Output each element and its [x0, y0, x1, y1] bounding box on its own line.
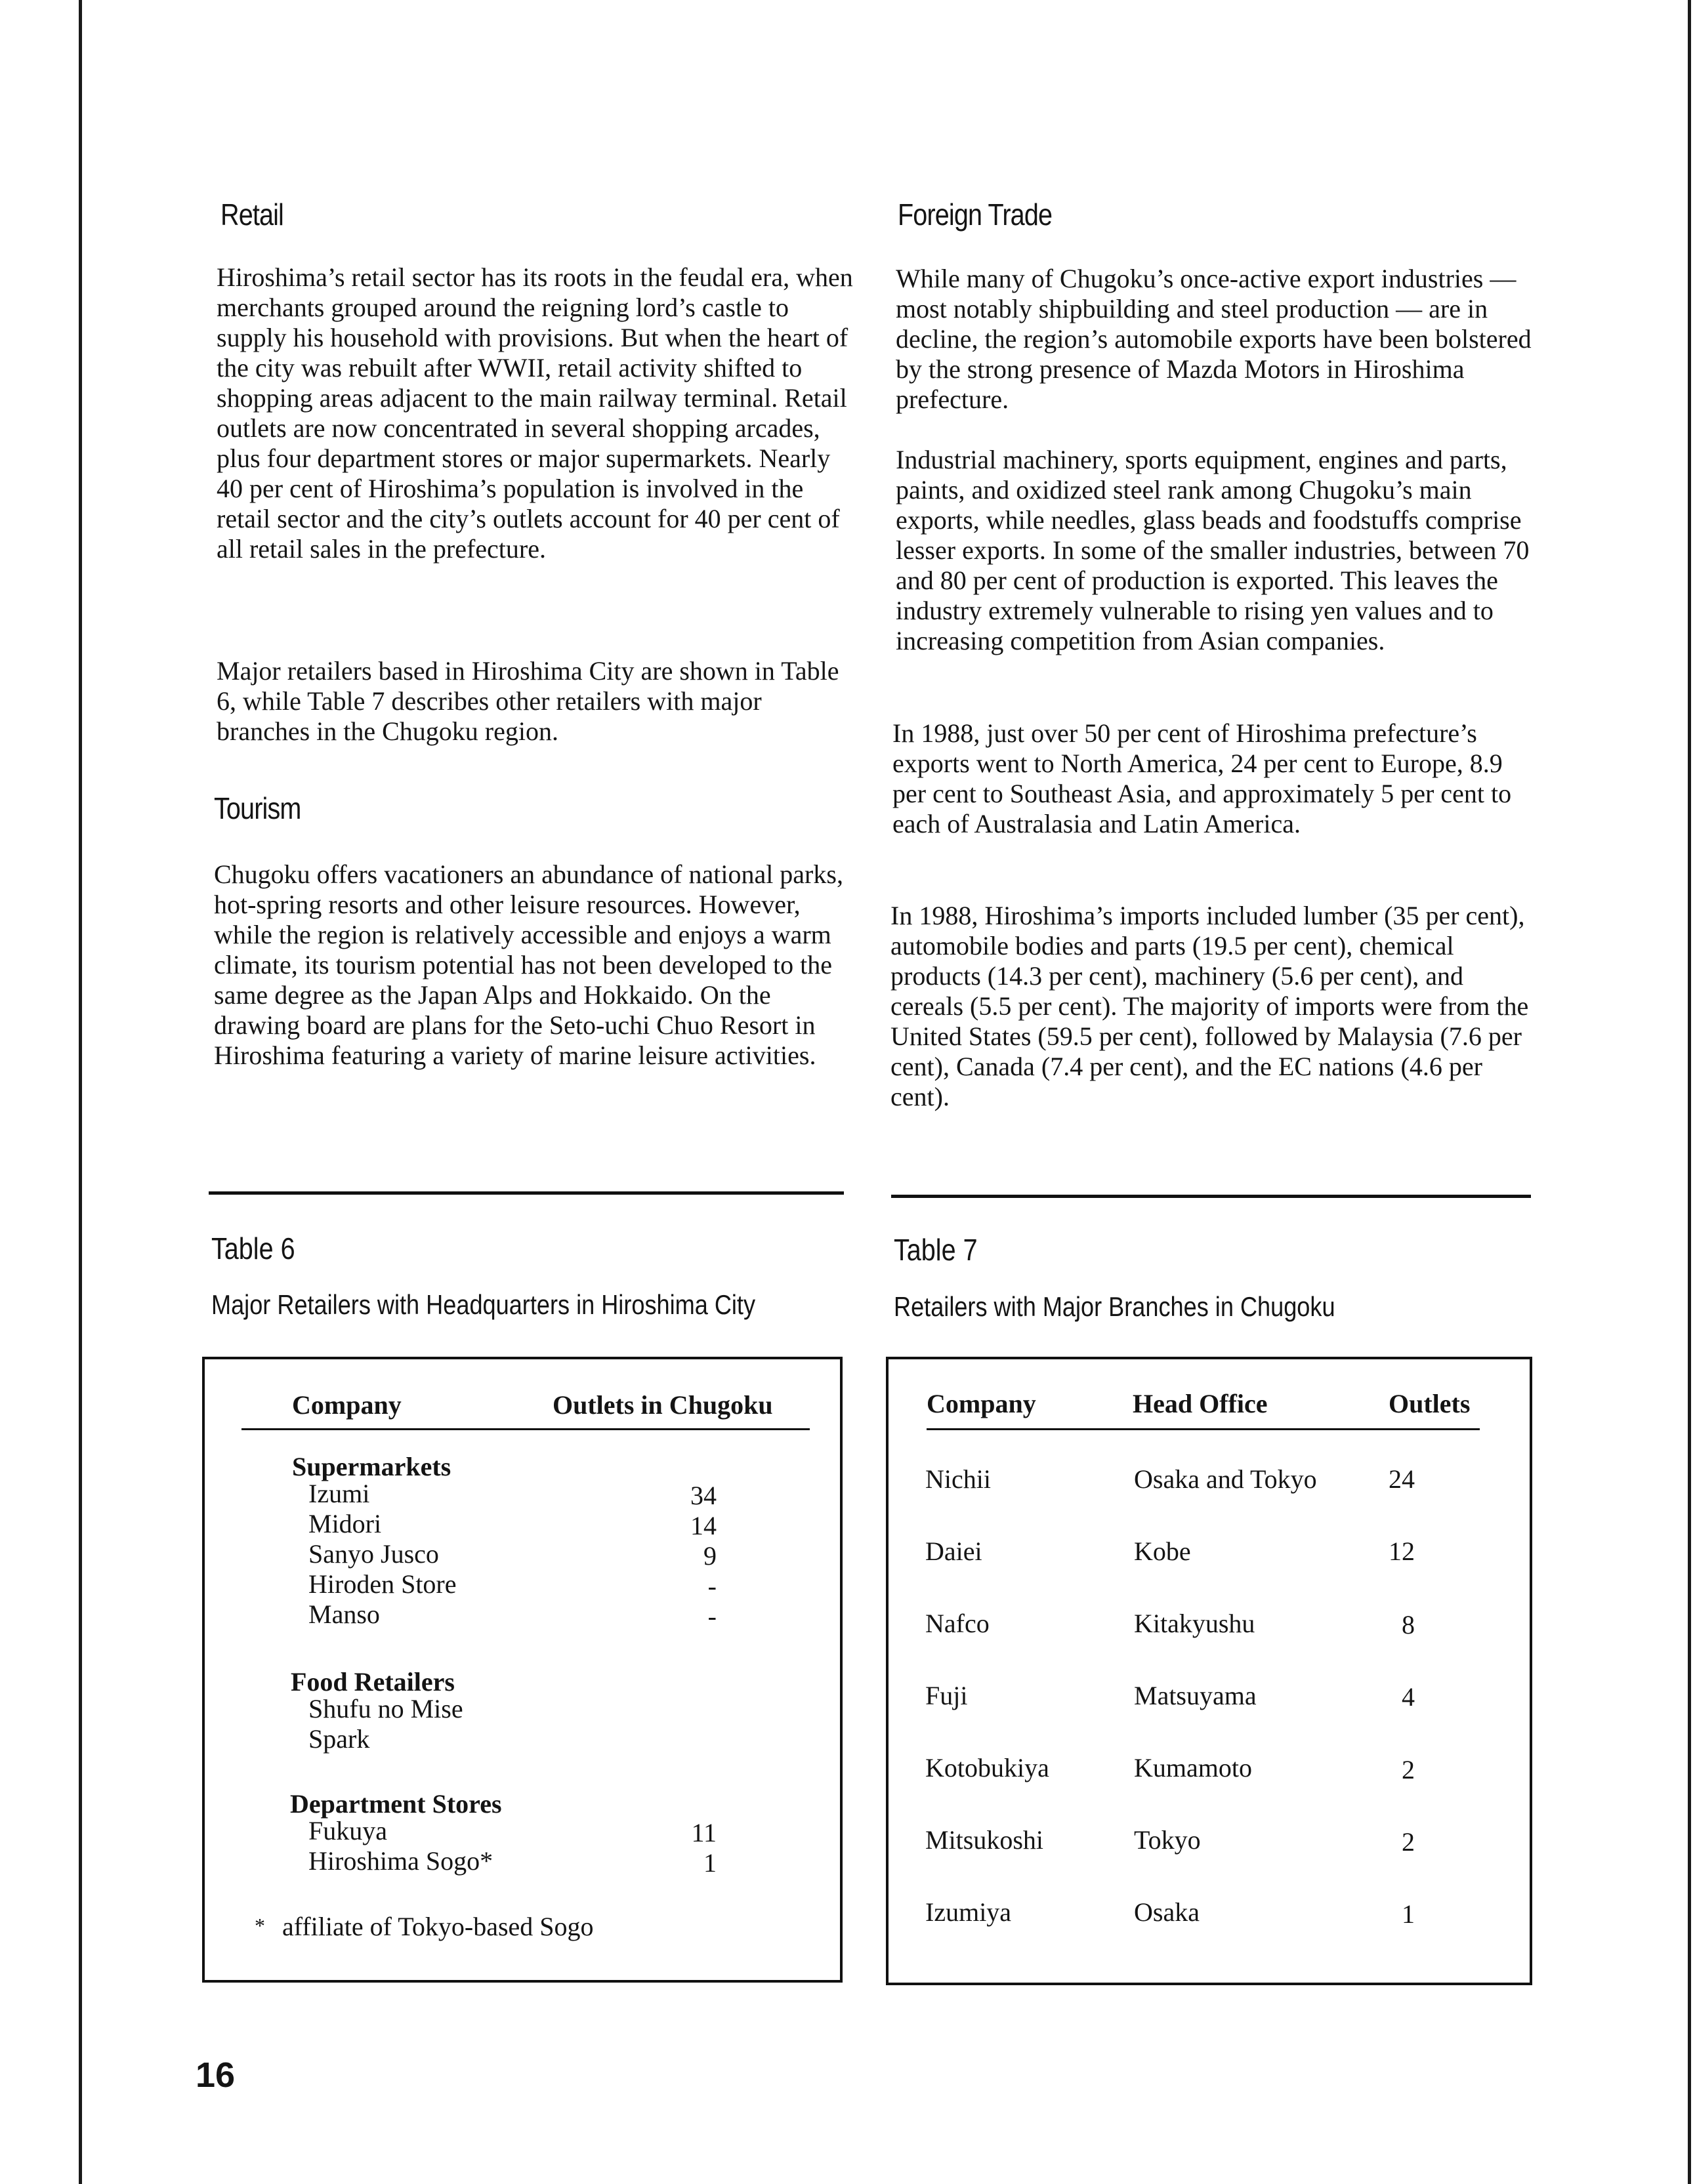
table7-outlets-cell: 2	[1402, 1755, 1415, 1784]
table7-head-office-cell: Osaka and Tokyo	[1134, 1464, 1317, 1494]
table6-footnote-mark: *	[255, 1914, 265, 1937]
table7-head-office-cell: Osaka	[1134, 1897, 1200, 1927]
retail-paragraph-2: Major retailers based in Hiroshima City are shown in Table 6, while Table 7 describes other retailers with major branches in the Chugoku region.	[217, 656, 839, 746]
table6-row-value: 1	[703, 1848, 717, 1878]
table6-row-name: Sanyo Jusco	[308, 1539, 439, 1569]
table7-outlets-cell: 24	[1389, 1464, 1415, 1494]
table6-row-value: 11	[691, 1818, 717, 1847]
table6-group-title: Department Stores	[290, 1789, 502, 1819]
table6-row-name: Fukuya	[308, 1816, 387, 1845]
table7-outlets-cell: 2	[1402, 1827, 1415, 1857]
table6-header-outlets: Outlets in Chugoku	[553, 1390, 773, 1420]
table6-caption: Major Retailers with Headquarters in Hiroshima City	[211, 1289, 756, 1320]
table7-caption: Retailers with Major Branches in Chugoku	[894, 1291, 1335, 1322]
foreign-trade-heading: Foreign Trade	[898, 197, 1053, 232]
table6-footnote: affiliate of Tokyo-based Sogo	[282, 1912, 594, 1941]
table6-row-name: Hiroshima Sogo*	[308, 1846, 493, 1876]
table7-company-cell: Kotobukiya	[925, 1753, 1049, 1782]
trade-paragraph-3: In 1988, just over 50 per cent of Hiroshima prefecture’s exports went to North America, 24 per cent to Europe, 8.9 per cent to Southeast Asia, and approximately 5 per cent to each of Australasia and Latin America.	[892, 718, 1512, 838]
table6-row-value: 34	[690, 1481, 717, 1510]
table6-row-name: Manso	[308, 1599, 380, 1629]
table7-header-rule	[927, 1428, 1480, 1430]
table7-head-office-cell: Kitakyushu	[1134, 1609, 1255, 1638]
tourism-heading: Tourism	[214, 791, 301, 825]
table6-group-title: Food Retailers	[291, 1667, 455, 1697]
table7-header-head-office: Head Office	[1133, 1389, 1268, 1418]
table6-row-name: Izumi	[308, 1479, 370, 1508]
table6-group-title: Supermarkets	[292, 1452, 451, 1481]
trade-paragraph-1: While many of Chugoku’s once-active export industries — most notably shipbuilding and steel production — are in decline, the region’s automobile exports have been bolstered by the strong presence of Mazda Motors in Hiroshima prefecture.	[896, 264, 1532, 414]
table6-box	[202, 1357, 843, 1983]
table6-row-value: 9	[703, 1541, 717, 1571]
table6-row-name: Hiroden Store	[308, 1569, 457, 1599]
table7-company-cell: Fuji	[925, 1681, 968, 1710]
table7-company-cell: Mitsukoshi	[925, 1825, 1044, 1855]
retail-heading: Retail	[220, 197, 283, 232]
table7-label: Table 7	[894, 1233, 978, 1267]
table7-company-cell: Nafco	[925, 1609, 990, 1638]
table7-header-company: Company	[927, 1389, 1036, 1418]
table6-row-name: Spark	[308, 1724, 370, 1754]
table7-head-office-cell: Kobe	[1134, 1536, 1191, 1566]
table6-header-company: Company	[292, 1390, 402, 1420]
table7-outlets-cell: 4	[1402, 1682, 1415, 1712]
table6-row-value: -	[707, 1571, 717, 1601]
tourism-paragraph: Chugoku offers vacationers an abundance of national parks, hot-spring resorts and other leisure resources. However, while the region is relatively accessible and enjoys a warm climate, its tourism potential has not been developed to the same degree as the Japan Alps and Hokkaido. On the drawing board are plans for the Seto-uchi Chuo Resort in Hiroshima featuring a variety of marine leisure activities.	[214, 859, 843, 1070]
trade-paragraph-4: In 1988, Hiroshima’s imports included lumber (35 per cent), automobile bodies and parts (19.5 per cent), chemical products (14.3 per cent), machinery (5.6 per cent), and cereals (5.5 per cent). The majority of imports were from the United States (59.5 per cent), followed by Malaysia (7.6 per cent), Canada (7.4 per cent), and the EC nations (4.6 per cent).	[890, 901, 1529, 1111]
trade-paragraph-2: Industrial machinery, sports equipment, engines and parts, paints, and oxidized steel rank among Chugoku’s main exports, while needles, glass beads and foodstuffs comprise lesser exports. In some of the smaller industries, between 70 and 80 per cent of production is exported. This leaves the industry extremely vulnerable to rising yen values and to increasing competition from Asian companies.	[896, 445, 1530, 655]
table7-outlets-cell: 8	[1402, 1610, 1415, 1639]
table7-box	[886, 1357, 1532, 1985]
table6-label: Table 6	[211, 1231, 295, 1266]
table7-company-cell: Izumiya	[925, 1897, 1012, 1927]
retail-paragraph-1: Hiroshima’s retail sector has its roots in the feudal era, when merchants grouped around the reigning lord’s castle to supply his household with provisions. But when the heart of the city was rebuilt after WWII, retail activity shifted to shopping areas adjacent to the main railway terminal. Retail outlets are now concentrated in several shopping arcades, plus four department stores or major supermarkets. Nearly 40 per cent of Hiroshima’s population is involved in the retail sector and the city’s outlets account for 40 per cent of all retail sales in the prefecture.	[217, 262, 853, 564]
table6-row-name: Midori	[308, 1509, 382, 1538]
table7-company-cell: Nichii	[925, 1464, 991, 1494]
table7-head-office-cell: Matsuyama	[1134, 1681, 1257, 1710]
table7-outlets-cell: 12	[1389, 1536, 1415, 1566]
table7-outlets-cell: 1	[1402, 1899, 1415, 1929]
table6-row-value: -	[707, 1601, 717, 1631]
table6-row-name: Shufu no Mise	[308, 1694, 463, 1723]
table7-top-rule	[891, 1195, 1531, 1198]
table6-header-rule	[241, 1428, 810, 1430]
table6-row-value: 14	[690, 1511, 717, 1540]
scan-edge-left	[79, 0, 82, 2184]
scan-edge-right	[1688, 0, 1691, 2184]
page-number: 16	[196, 2055, 236, 2095]
table7-head-office-cell: Kumamoto	[1134, 1753, 1252, 1782]
table7-header-outlets: Outlets	[1389, 1389, 1471, 1418]
table7-company-cell: Daiei	[925, 1536, 982, 1566]
table6-top-rule	[209, 1191, 844, 1195]
table7-head-office-cell: Tokyo	[1134, 1825, 1201, 1855]
